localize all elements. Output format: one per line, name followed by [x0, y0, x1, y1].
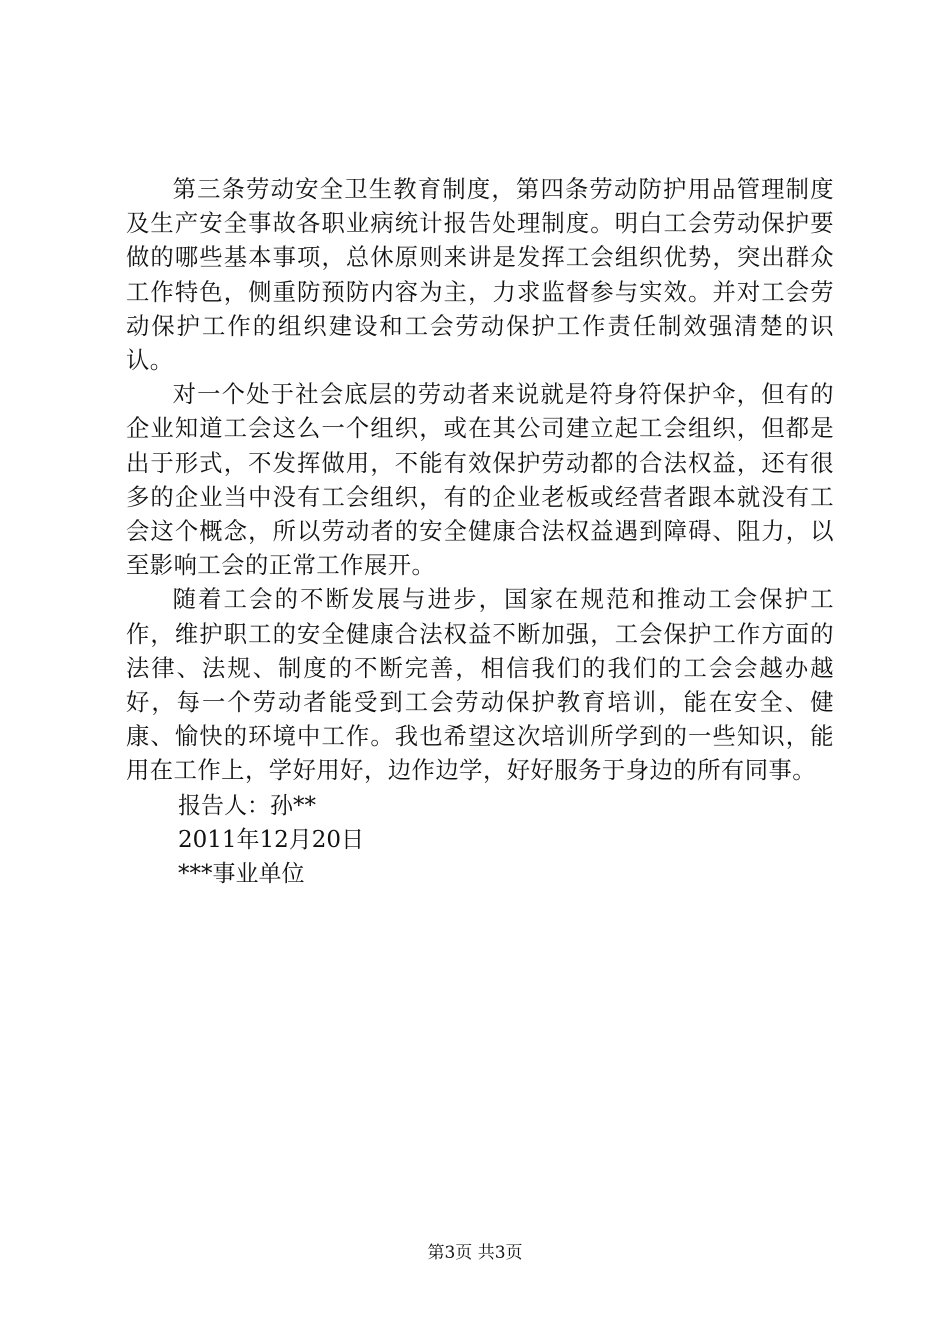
date-line: 2011年12月20日: [178, 826, 365, 853]
document-body: [126, 173, 834, 891]
page-footer: 第3页 共3页: [427, 1243, 523, 1263]
paragraph-3: 随着工会的不断发展与进步，国家在规范和推动工会保护工作，维护职工的安全健康合法权益不断加强，工会保护工作方面的法律、法规、制度的不断完善，相信我们的我们的工会会越办越好，每一个劳动者能受到工会劳动保护教育培训，能在安全、健康、愉快的环境中工作。我也希望这次培训所学到的一些知识，能用在工作上，学好用好，边作边学，好好服务于身边的所有同事。: [126, 586, 834, 785]
organization-line: ***事业单位: [178, 861, 305, 888]
paragraph-2: 对一个处于社会底层的劳动者来说就是符身符保护伞，但有的企业知道工会这么一个组织，或在其公司建立起工会组织，但都是出于形式，不发挥做用，不能有效保护劳动都的合法权益，还有很多的企业当中没有工会组织，有的企业老板或经营者跟本就没有工会这个概念，所以劳动者的安全健康合法权益遇到障碍、阻力，以至影响工会的正常工作展开。: [126, 381, 834, 580]
paragraph-1: 第三条劳动安全卫生教育制度，第四条劳动防护用品管理制度及生产安全事故各职业病统计报告处理制度。明白工会劳动保护要做的哪些基本事项，总休原则来讲是发挥工会组织优势，突出群众工作特色，侧重防预防内容为主，力求监督参与实效。并对工会劳动保护工作的组织建设和工会劳动保护工作责任制效强清楚的识认。: [126, 176, 834, 375]
reporter-line: 报告人：孙**: [178, 792, 316, 819]
